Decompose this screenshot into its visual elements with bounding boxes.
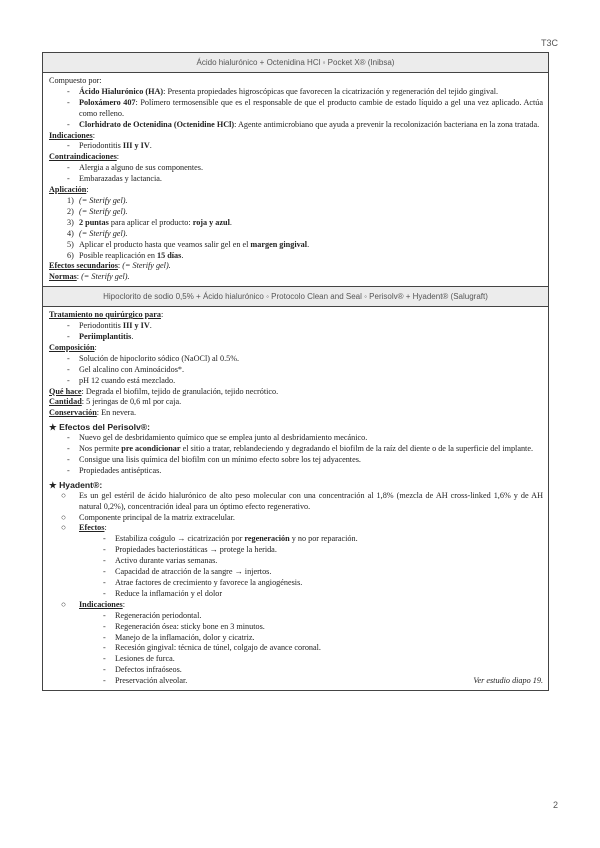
hyadent-indicaciones-list [49, 611, 543, 687]
section2-header: Hipoclorito de sodio 0,5% + Ácido hialurónico ◦ Protocolo Clean and Seal ◦ Perisolv® + Hyadent® (Salugraft) [43, 286, 548, 307]
ver-estudio-note: Ver estudio diapo 19. [473, 676, 543, 686]
list-item: - Poloxámero 407: Polímero termosensible que es el responsable de que el producto cambie de estado líquido a gel una vez aplicado. Actúa como relleno. [67, 97, 544, 118]
compuesto-label: Compuesto por: [49, 76, 102, 85]
list-item: - Embarazadas y lactancia. [67, 174, 162, 184]
cantidad-label: Cantidad [49, 397, 82, 407]
list-item: - Activo durante varias semanas. [103, 556, 218, 566]
list-item: - Solución de hipoclorito sódico (NaOCl) al 0.5%. [67, 353, 240, 363]
list-item: - Propiedades bacteriostáticas → protege la herida. [103, 545, 277, 555]
hyadent-title: ★ Hyadent®: [49, 479, 103, 490]
list-item: ○ Es un gel estéril de ácido hialurónico de alto peso molecular con una concentración al 1,8% (mezcla de AH cross-linked 1,6% y de AH natural 0,2%), concentración ideal para un óptimo efecto regenerativo. [61, 490, 543, 511]
list-item: - Periodontitis III y IV. [67, 141, 152, 151]
list-item: - Manejo de la inflamación, dolor y cicatriz. [103, 632, 255, 642]
cantidad-value: : 5 jeringas de 0,6 ml por caja. [81, 397, 182, 407]
efectos-list [49, 534, 543, 599]
list-item: - Recesión gingival: técnica de túnel, colgajo de avance coronal. [103, 643, 321, 653]
perisolv-list [49, 433, 543, 477]
normas-value: (= Sterify gel). [81, 272, 130, 282]
perisolv-title: ★ Efectos del Perisolv®: [49, 422, 150, 433]
list-item: 2) (= Sterify gel). [67, 206, 128, 216]
list-item: - Lesiones de furca. [103, 654, 175, 664]
list-item: - Gel alcalino con Aminoácidos*. [67, 364, 185, 374]
hyadent-indicaciones-label: Indicaciones [79, 599, 123, 609]
contraindicaciones-label: Contraindicaciones [49, 152, 117, 162]
tratamiento-label: Tratamiento no quirúrgico para [49, 310, 161, 320]
efectos-secundarios-label: Efectos secundarios [49, 261, 118, 271]
list-item: - Consigue una lisis química del biofilm con un mínimo efecto sobre los tej adyacentes. [67, 455, 361, 464]
normas-label: Normas [49, 272, 77, 282]
list-item: - Defectos infraóseos. [103, 665, 182, 675]
section1-header: Ácido hialurónico + Octenidina HCl ◦ Pocket X® (Inibsa) [43, 53, 548, 73]
composicion-list [49, 354, 543, 387]
tratamiento-list [49, 321, 543, 343]
list-item: - Reduce la inflamación y el dolor [103, 588, 223, 598]
aplicacion-label: Aplicación [49, 185, 87, 195]
list-item: ○ Componente principal de la matriz extracelular. [61, 512, 235, 522]
composicion-label: Composición [49, 342, 95, 352]
indicaciones-label: Indicaciones [49, 130, 93, 140]
list-item: - Periimplantitis. [67, 332, 134, 342]
list-item: - Periodontitis III y IV. [67, 321, 152, 331]
list-item: - Regeneración periodontal. [103, 610, 202, 620]
list-item: - Regeneración ósea: sticky bone en 3 minutos. [103, 621, 265, 631]
compuesto-list [49, 87, 543, 131]
list-item: - Capacidad de atracción de la sangre → injertos. [103, 567, 272, 577]
list-item: - Nos permite pre acondicionar el sitio a tratar, reblandeciendo y degradando el biofilm de la raíz del diente o de la superficie del implante. [67, 444, 534, 454]
list-item: - Preservación alveolar. Ver estudio diapo 19. [103, 676, 543, 686]
list-item: - Atrae factores de crecimiento y favorece la angiogénesis. [103, 577, 303, 587]
conservacion-value: : En nevera. [96, 408, 137, 418]
efectos-secundarios-value: (= Sterify gel). [122, 261, 171, 271]
list-item: - Estabiliza coágulo → cicatrización por regeneración y no por reparación. [103, 534, 358, 544]
quehace-label: Qué hace [49, 386, 82, 396]
contraindicaciones-list [49, 163, 543, 185]
list-item: - Ácido Hialurónico (HA): Presenta propiedades higroscópicas que favorecen la cicatrización y regeneración del tejido gingival. [67, 86, 499, 96]
list-item: ○ Efectos: [61, 523, 107, 533]
list-item: - Propiedades antisépticas. [67, 465, 162, 475]
list-item: - Clorhidrato de Octenidina (Octenidine HCl): Agente antimicrobiano que ayuda a prevenir la recolonización bacteriana en la zona tratada. [67, 119, 540, 129]
list-item: 3) 2 puntas para aplicar el producto: roja y azul. [67, 217, 232, 227]
quehace-value: : Degrada el biofilm, tejido de granulación, tejido necrótico. [81, 386, 279, 396]
list-item: ○ Indicaciones: [61, 599, 125, 609]
page-tag: T3C [540, 38, 558, 48]
list-item: 6) Posible reaplicación en 15 días. [67, 250, 184, 260]
aplicacion-list [49, 196, 543, 261]
notes-frame [42, 52, 549, 691]
list-item: - pH 12 cuando está mezclado. [67, 375, 176, 385]
efectos-label: Efectos [79, 523, 105, 533]
list-item: 5) Aplicar el producto hasta que veamos salir gel en el margen gingival. [67, 239, 310, 249]
list-item: - Nuevo gel de desbridamiento químico que se emplea junto al desbridamiento mecánico. [67, 433, 368, 443]
section2-body: Tratamiento no quirúrgico para: - Periodontitis III y IV. - Periimplantitis. Composición: - Solución de hipoclorito sódico (NaOCl) al 0.5%. - Gel alcalino con Aminoácidos*. - pH 12 cuando está mezclado. Qué hace: Degrada el biofilm, tejido de granulación, tejido necrótico. Cantidad: 5 jeringas de 0,6 ml por caja. Conservación: En nevera. ★ Efectos del Perisolv®: - Nuevo gel de desbridamiento químico que se emplea junto al desbridamiento mecánico. - Nos permite pre acondicionar el sitio a tratar, reblandeciendo y degradando el biofilm de la raíz del diente o de la superficie del implante. - Consigue una lisis química del biofilm con un mínimo efecto sobre los tej adyacentes. - Propiedades antisépticas. ★ Hyadent®: ○ Es un gel estéril de ácido hialurónico de alto peso molecular con una concentración al 1,8% (mezcla de AH cross-linked 1,6% y de AH natural 0,2%), concentración ideal para un óptimo efecto regenerativo. ○ Componente principal de la matriz extracelular. ○ Efectos: - Estabiliza coágulo → cicatrización por regeneración y no por reparación. - Propiedades bacteriostáticas → protege la herida. - Activo durante varias semanas. - Capacidad de atracción de la sangre → injertos. - Atrae factores de crecimiento y favorece la angiogénesis. - Reduce la inflamación y el dolor ○ Indicaciones: - Regeneración periodontal. - Regeneración ósea: sticky bone en 3 minutos. - Manejo de la inflamación, dolor y cicatriz. - Recesión gingival: técnica de túnel, colgajo de avance coronal. - Lesiones de furca. - Defectos infraóseos. - Preservación alveolar. Ver estudio diapo 19. [49, 310, 543, 686]
section1-body: Compuesto por: - Ácido Hialurónico (HA): Presenta propiedades higroscópicas que favorecen la cicatrización y regeneración del tejido gingival. - Poloxámero 407: Polímero termosensible que es el responsable de que el producto cambie de estado líquido a gel una vez aplicado. Actúa como relleno. - Clorhidrato de Octenidina (Octenidine HCl): Agente antimicrobiano que ayuda a prevenir la recolonización bacteriana en la zona tratada. Indicaciones: - Periodontitis III y IV. Contraindicaciones: - Alergia a alguno de sus componentes. - Embarazadas y lactancia. Aplicación: 1) (= Sterify gel). 2) (= Sterify gel). 3) 2 puntas para aplicar el producto: roja y azul. 4) (= Sterify gel). 5) Aplicar el producto hasta que veamos salir gel en el margen gingival. 6) Posible reaplicación en 15 días. Efectos secundarios: (= Sterify gel). Normas: (= Sterify gel). [49, 76, 544, 282]
conservacion-label: Conservación [49, 408, 97, 418]
list-item: 1) (= Sterify gel). [67, 195, 128, 205]
list-item: - Alergia a alguno de sus componentes. [67, 163, 203, 173]
list-item: 4) (= Sterify gel). [67, 228, 128, 238]
page-number: 2 [552, 800, 558, 810]
